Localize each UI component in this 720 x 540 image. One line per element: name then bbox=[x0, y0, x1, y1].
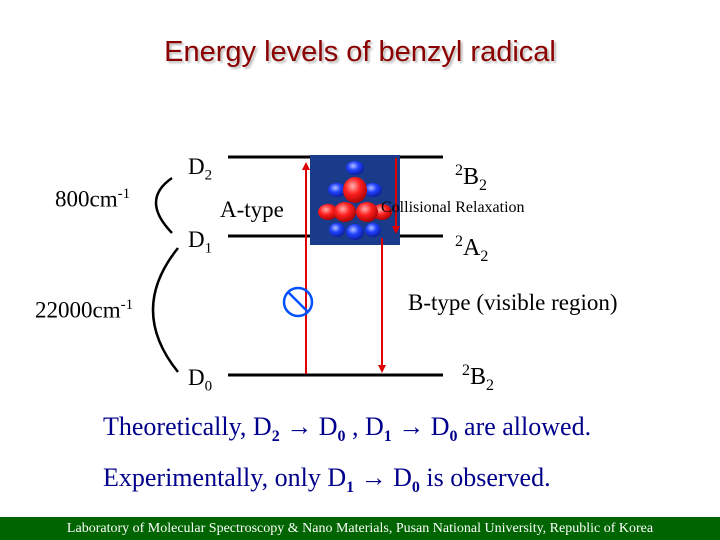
upper-gap-label: $800cm^{-1}$ bbox=[55, 186, 131, 212]
collisional-relaxation-label: Collisional Relaxation bbox=[381, 199, 525, 216]
footer-bar: Laboratory of Molecular Spectroscopy & Nano Materials, Pusan National University, Republic of Korea bbox=[0, 517, 720, 540]
upper-gap-bracket bbox=[156, 178, 172, 233]
level-d2-label: $D_2$ bbox=[188, 154, 213, 184]
page-title: Energy levels of benzyl radical bbox=[164, 36, 556, 68]
lower-gap-label: $22000cm^{-1}$ bbox=[35, 297, 134, 323]
level-d1-label: $D_1$ bbox=[188, 227, 213, 257]
level-d2-symmetry: $^2B_2$ bbox=[455, 162, 488, 194]
a-type-label: A-type bbox=[220, 197, 284, 222]
level-d1-symmetry: $^2A_2$ bbox=[455, 233, 489, 265]
experimental-statement: Experimentally, only $D_1 \to D_0$ is observed. bbox=[103, 463, 551, 497]
level-d0-label: $D_0$ bbox=[188, 365, 213, 395]
not-observed-icon bbox=[284, 288, 312, 316]
level-d0-symmetry: $^2B_2$ bbox=[462, 362, 495, 394]
theoretical-statement: Theoretically, $D_2 \to D_0$ , $D_1 \to D_0$ are allowed. bbox=[103, 412, 592, 446]
lower-gap-bracket bbox=[153, 248, 178, 372]
b-type-label: B-type (visible region) bbox=[408, 290, 618, 315]
